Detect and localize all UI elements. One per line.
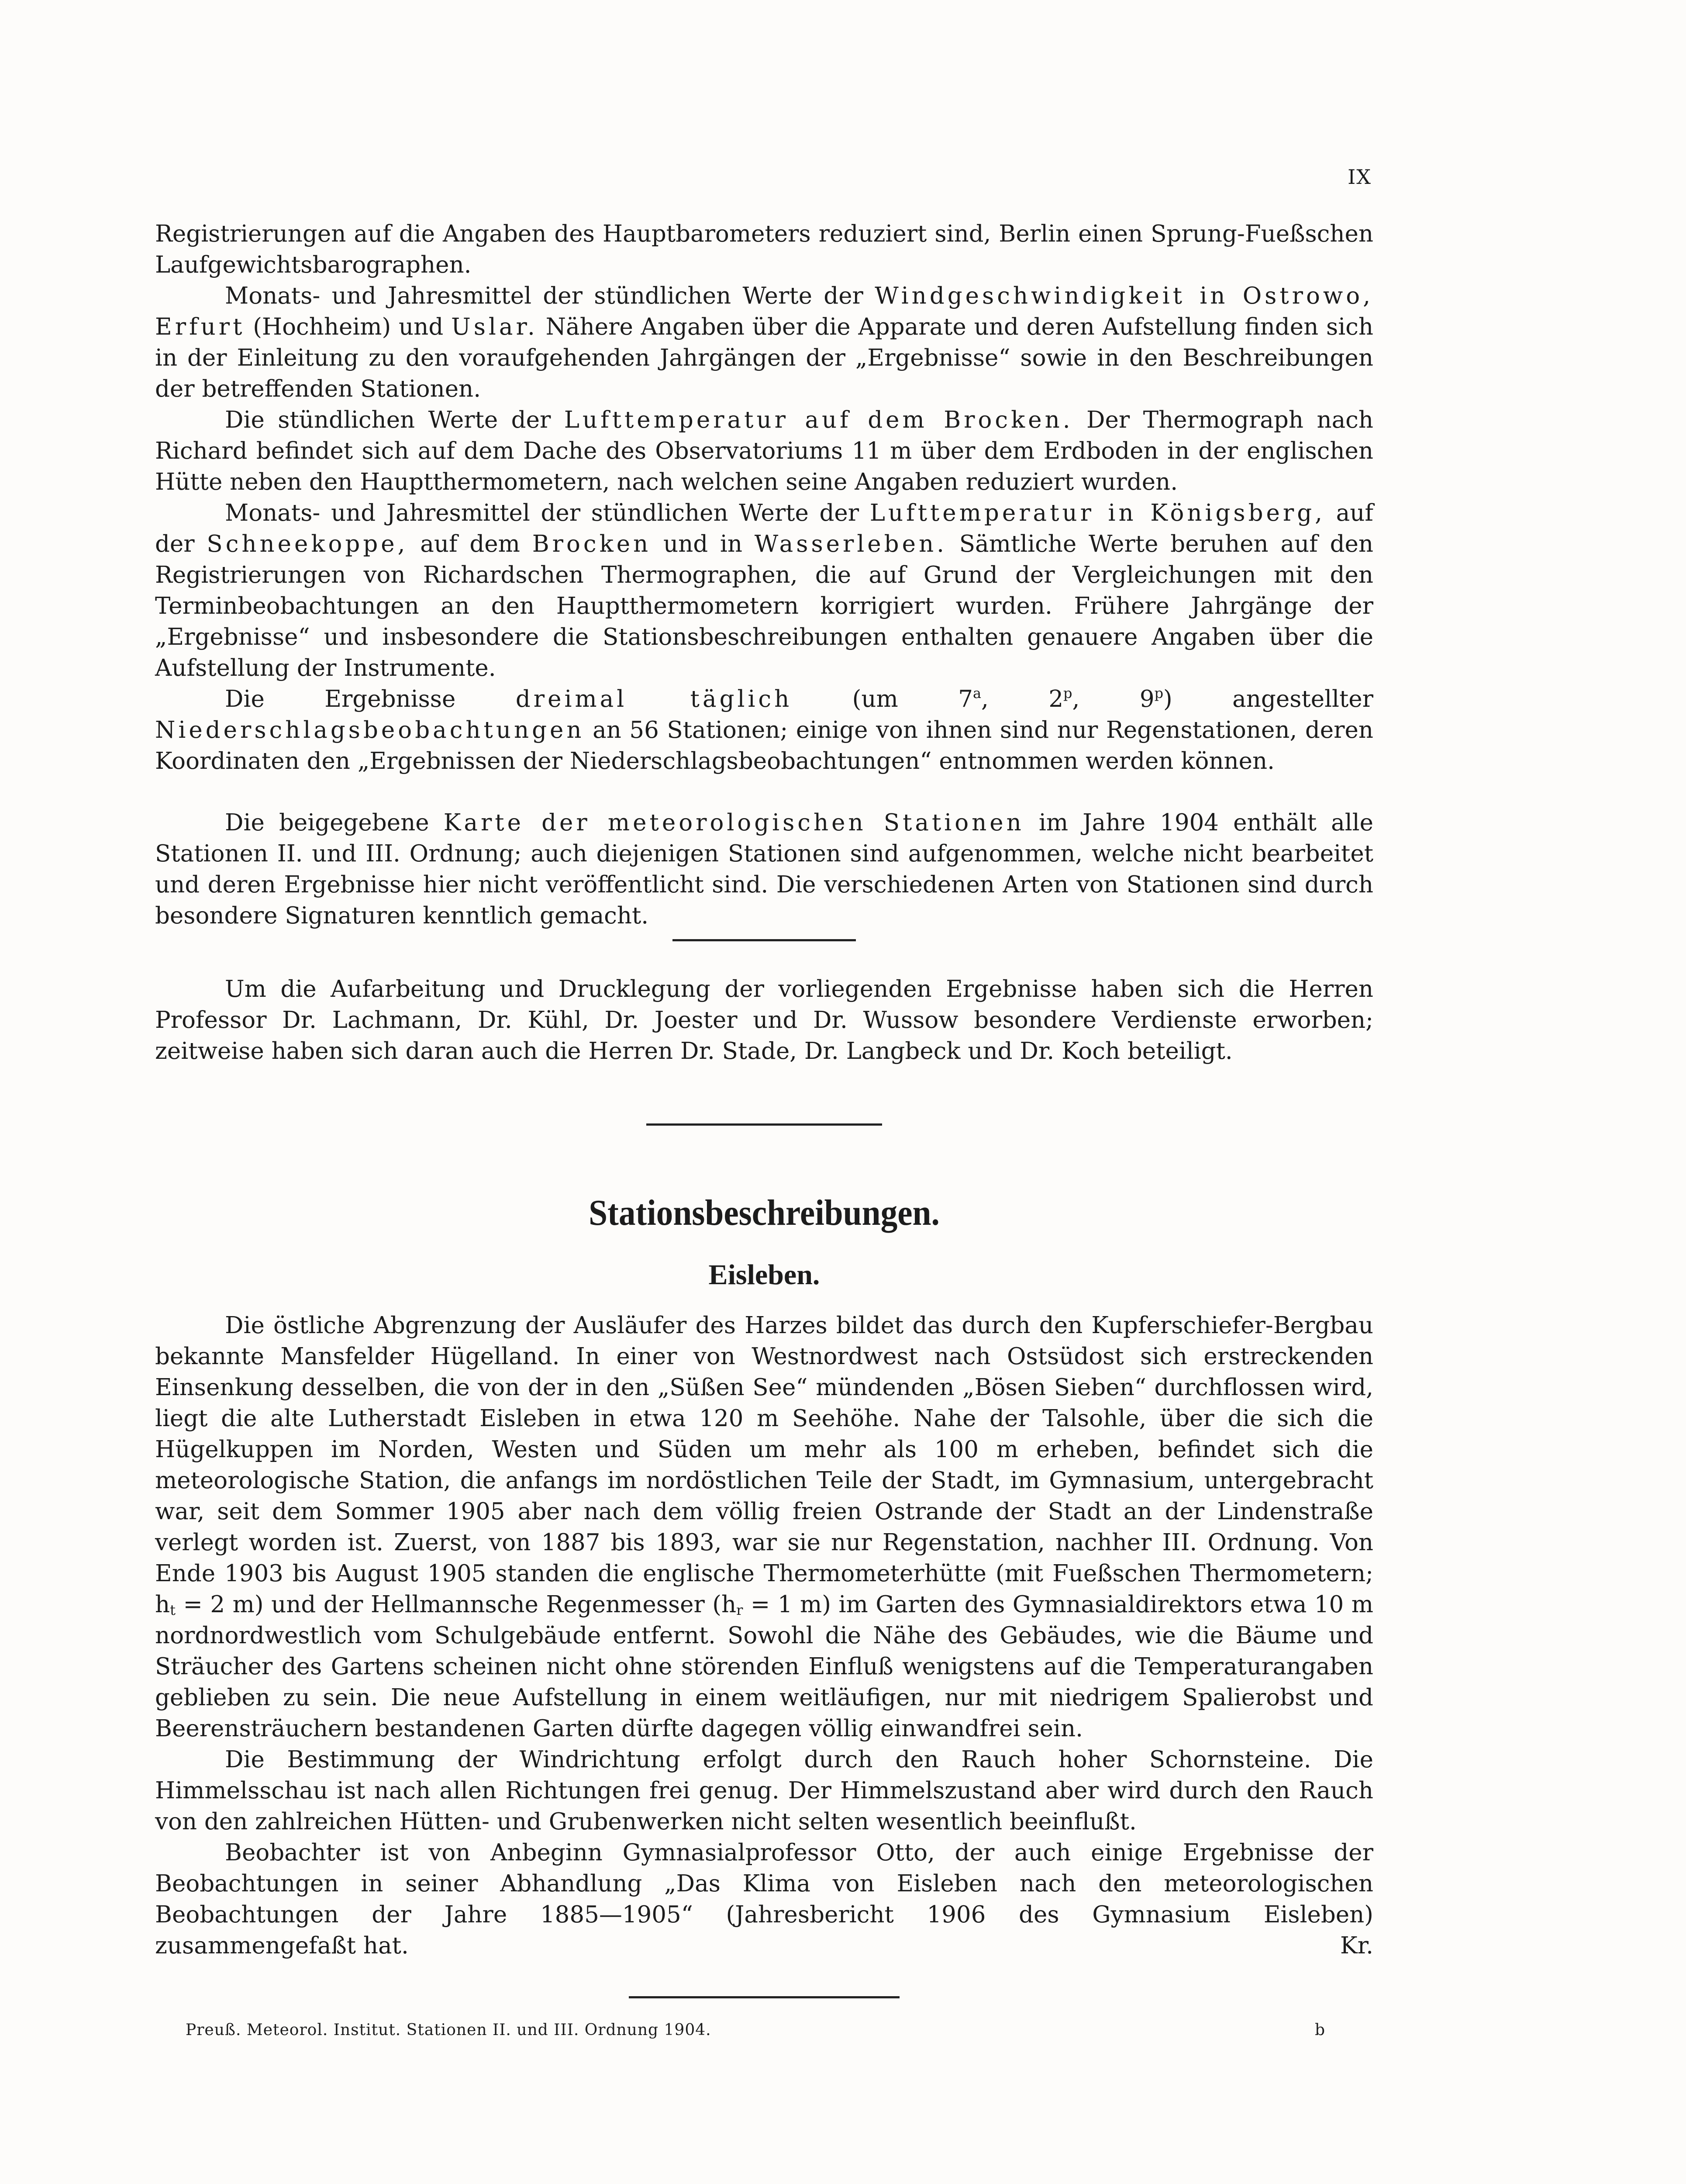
section-title: Stationsbeschreibungen.	[589, 1192, 940, 1233]
paragraph-observer: Beobachter ist von Anbeginn Gymnasialprofessor Otto, der auch einige Ergebnisse der Beobachtungen in seiner Abhandlung „Das Klima von Eisleben nach den meteorologischen Beobachtungen der Jahre 1885—1905“ (Jahresbericht 1906 des Gymnasium Eisleben) zusammengefaßt hat. Kr.	[155, 1837, 1373, 1961]
page-number: IX	[1348, 165, 1372, 189]
paragraph-wind-speed: Monats- und Jahresmittel der stündlichen Werte der Windgeschwindigkeit in Ostrowo, Erfurt (Hochheim) und Uslar. Nähere Angaben über die Apparate und deren Aufstellung finden sich in der Einleitung zu den voraufgehenden Jahrgängen der „Ergebnisse“ sowie in den Beschreibungen der betreffenden Stationen.	[155, 283, 1374, 402]
footer-signature-mark: b	[1314, 2021, 1325, 2039]
divider	[672, 939, 856, 941]
paragraph-continuation: Registrierungen auf die Angaben des Hauptbarometers reduziert sind, Berlin einen Sprung-Fueßschen Laufgewichtsbarographen.	[155, 221, 1373, 278]
footer-divider	[629, 1996, 900, 1998]
author-signature: Kr.	[1340, 1932, 1373, 1959]
paragraph-station-map: Die beigegebene Karte der meteorologischen Stationen im Jahre 1904 enthält alle Stationen II. und III. Ordnung; auch diejenigen Stationen sind aufgenommen, welche nicht bearbeitet und deren Ergebnisse hier nicht veröffentlicht sind. Die verschiedenen Arten von Stationen sind durch besondere Signaturen kenntlich gemacht.	[155, 809, 1373, 929]
page-body	[155, 218, 1373, 2040]
paragraph-precipitation: Die Ergebnisse dreimal täglich (um 7$^a$, 2$^p$, 9$^p$) angestellter Niederschlagsbeobachtungen an 56 Stationen; einige von ihnen sind nur Regenstationen, deren Koordinaten den „Ergebnissen der Niederschlagsbeobachtungen“ entnommen werden können.	[155, 685, 1373, 774]
station-title: Eisleben.	[708, 1259, 820, 1291]
page-footer	[155, 2020, 1373, 2040]
paragraph-brocken-temperature: Die stündlichen Werte der Lufttemperatur auf dem Brocken. Der Thermograph nach Richard befindet sich auf dem Dache des Observatoriums 11 m über dem Erdboden in der englischen Hütte neben den Hauptthermometern, nach welchen seine Angaben reduziert wurden.	[155, 407, 1373, 495]
paragraph-temperature-means: Monats- und Jahresmittel der stündlichen Werte der Lufttemperatur in Königsberg, auf der Schneekoppe, auf dem Brocken und in Wasserleben. Sämtliche Werte beruhen auf den Registrierungen von Richardschen Thermographen, die auf Grund der Vergleichungen mit den Terminbeobachtungen an den Hauptthermometern korrigiert wurden. Frühere Jahrgänge der „Ergebnisse“ und insbesondere die Stationsbeschreibungen enthalten genauere Angaben über die Aufstellung der Instrumente.	[155, 500, 1373, 681]
paragraph-station-location: Die östliche Abgrenzung der Ausläufer des Harzes bildet das durch den Kupferschiefer-Bergbau bekannte Mansfelder Hügelland. In einer von Westnordwest nach Ostsüdost sich erstreckenden Einsenkung desselben, die von der in den „Süßen See“ mündenden „Bösen Sieben“ durchflossen wird, liegt die alte Lutherstadt Eisleben in etwa 120 m Seehöhe. Nahe der Talsohle, über die sich die Hügelkuppen im Norden, Westen und Süden um mehr als 100 m erheben, befindet sich die meteorologische Station, die anfangs im nordöstlichen Teile der Stadt, im Gymnasium, untergebracht war, seit dem Sommer 1905 aber nach dem völlig freien Ostrande der Stadt an der Lindenstraße verlegt worden ist. Zuerst, von 1887 bis 1893, war sie nur Regenstation, nachher III. Ordnung. Von Ende 1903 bis August 1905 standen die englische Thermometerhütte (mit Fueßschen Thermometern; $h_t = 2$ m) und der Hellmannsche Regenmesser ($h_r = 1$ m) im Garten des Gymnasialdirektors etwa 10 m nordnordwestlich vom Schulgebäude entfernt. Sowohl die Nähe des Gebäudes, wie die Bäume und Sträucher des Gartens scheinen nicht ohne störenden Einfluß wenigstens auf die Temperaturangaben geblieben zu sein. Die neue Aufstellung in einem weitläufigen, nur mit niedrigem Spalierobst und Beerensträuchern bestandenen Garten dürfte dagegen völlig einwandfrei sein.	[155, 1312, 1373, 1742]
footer-publisher: Preuß. Meteorol. Institut. Stationen II. und III. Ordnung 1904.	[186, 2021, 711, 2039]
section-divider	[646, 1123, 882, 1126]
paragraph-wind-direction: Die Bestimmung der Windrichtung erfolgt durch den Rauch hoher Schornsteine. Die Himmelsschau ist nach allen Richtungen frei genug. Der Himmelszustand aber wird durch den Rauch von den zahlreichen Hütten- und Grubenwerken nicht selten wesentlich beeinflußt.	[155, 1746, 1373, 1835]
paragraph-acknowledgements: Um die Aufarbeitung und Drucklegung der vorliegenden Ergebnisse haben sich die Herren Professor Dr. Lachmann, Dr. Kühl, Dr. Joester und Dr. Wussow besondere Verdienste erworben; zeitweise haben sich daran auch die Herren Dr. Stade, Dr. Langbeck und Dr. Koch beteiligt.	[155, 976, 1373, 1064]
